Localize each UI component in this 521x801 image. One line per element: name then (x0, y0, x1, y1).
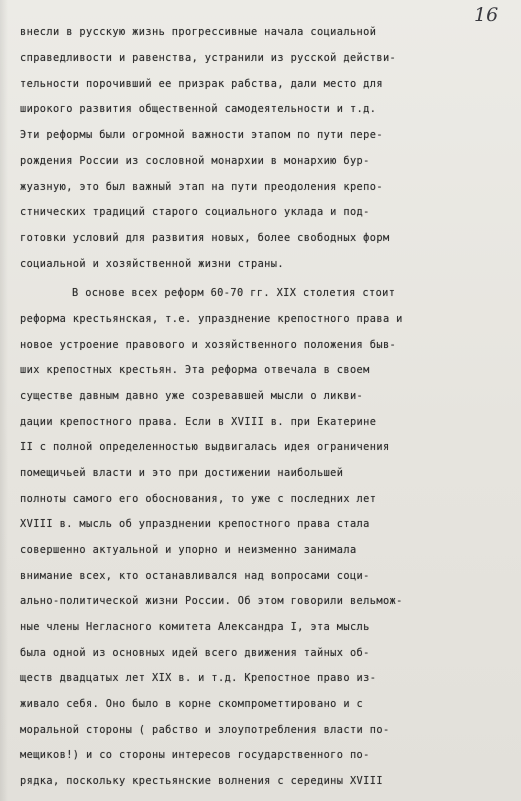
text-line: стнических традиций старого социального уклада и под- (20, 206, 370, 218)
text-line: ществ двадцатых лет XIX в. и т.д. Крепостное право из- (20, 672, 377, 684)
text-line: тельности порочивший ее призрак рабства, дали место для (20, 78, 383, 90)
text-line: совершенно актуальной и упорно и неизменно занимала (20, 544, 357, 556)
text-line: реформа крестьянская, т.е. упразднение крепостного права и (20, 313, 403, 325)
text-line: внимание всех, кто останавливался над вопросами соци- (20, 570, 370, 582)
text-line: ших крепостных крестьян. Эта реформа отвечала в своем (20, 364, 370, 376)
text-line: ально-политической жизни России. Об этом говорили вельмож- (20, 595, 403, 607)
text-line: XVIII в. мысль об упразднении крепостного права стала (20, 518, 370, 530)
text-line: дации крепостного права. Если в XVIII в. при Екатерине (20, 416, 377, 428)
text-line: социальной и хозяйственной жизни страны. (20, 258, 284, 270)
text-line: моральной стороны ( рабство и злоупотребления власти по- (20, 724, 390, 736)
text-line: Эти реформы были огромной важности этапом по пути пере- (20, 129, 383, 141)
text-line: существе давным давно уже созревавшей мысли о ликви- (20, 390, 364, 402)
text-line: помещичьей власти и это при достижении наибольшей (20, 467, 344, 479)
page-edge-shadow (0, 0, 8, 801)
text-line: жуазную, это был важный этап на пути преодоления крепо- (20, 181, 383, 193)
text-line: широкого развития общественной самодеятельности и т.д. (20, 103, 377, 115)
text-line: живало себя. Оно было в корне скомпрометтировано и с (20, 698, 364, 710)
text-line: готовки условий для развития новых, более свободных форм (20, 232, 390, 244)
page-number: 16 (474, 4, 499, 26)
text-line: полноты самого его обоснования, то уже с последних лет (20, 493, 377, 505)
text-line: В основе всех реформ 60-70 гг. XIX столетия стоит (72, 287, 396, 299)
text-line: справедливости и равенства, устранили из русской действи- (20, 52, 397, 64)
text-line: рядка, поскольку крестьянские волнения с середины XVIII (20, 775, 383, 787)
text-line: мещиков!) и со стороны интересов государственного по- (20, 749, 370, 761)
text-line: внесли в русскую жизнь прогрессивные начала социальной (20, 26, 377, 38)
text-line: II с полной определенностью выдвигалась идея ограничения (20, 441, 390, 453)
text-line: новое устроение правового и хозяйственного положения быв- (20, 339, 397, 351)
text-line: рождения России из сословной монархии в монархию бур- (20, 155, 370, 167)
text-line: была одной из основных идей всего движения тайных об- (20, 647, 370, 659)
text-line: ные члены Негласного комитета Александра I, эта мысль (20, 621, 370, 633)
